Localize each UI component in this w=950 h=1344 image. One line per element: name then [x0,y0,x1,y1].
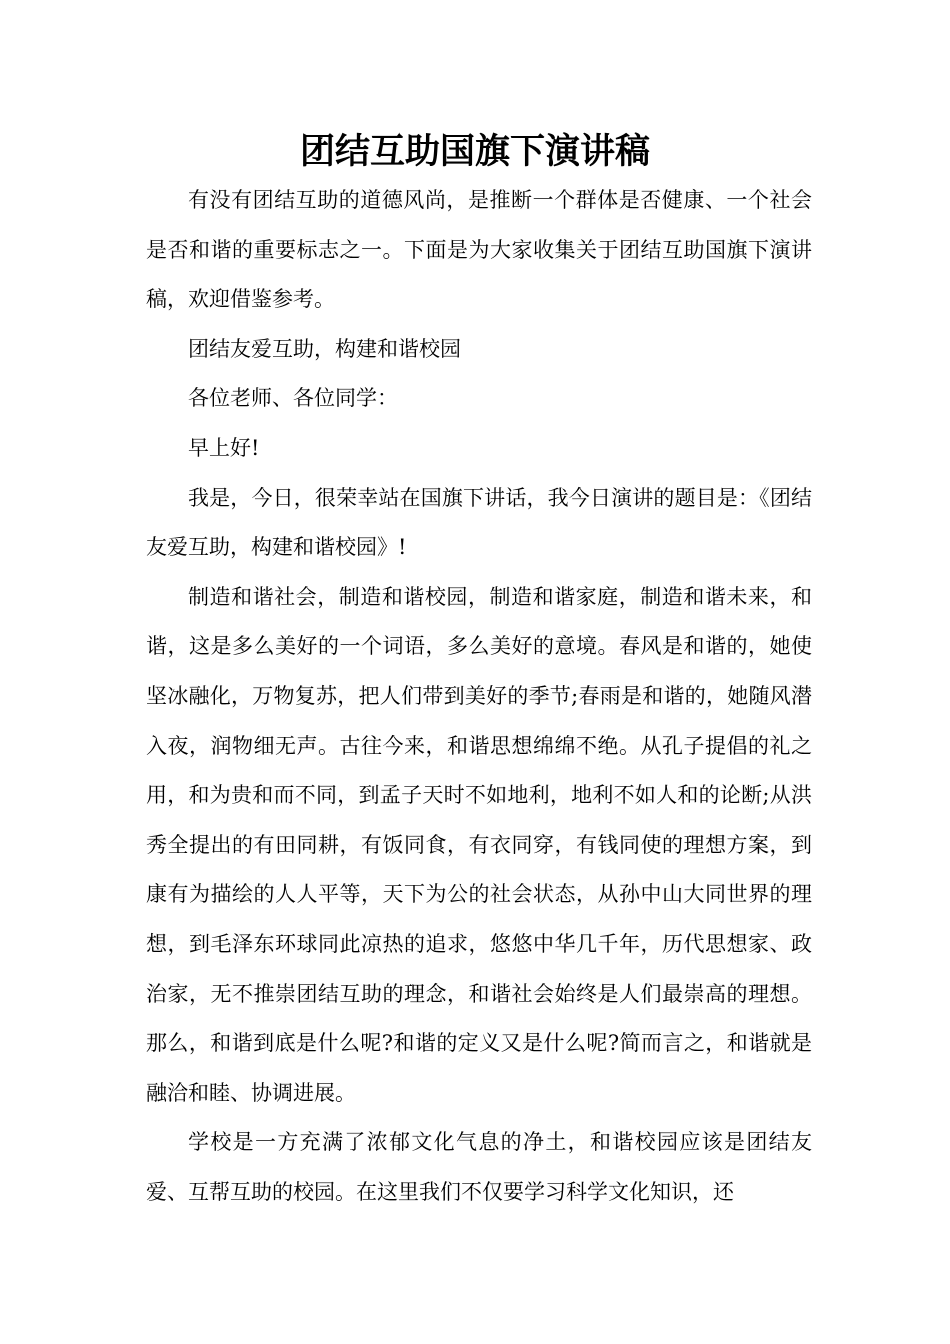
paragraph-school: 学校是一方充满了浓郁文化气息的净土，和谐校园应该是团结友爱、互帮互助的校园。在这里我们不仅要学习科学文化知识，还 [146,1130,812,1204]
paragraph-salutation: 各位老师、各位同学： [188,386,398,411]
paragraph-greeting: 早上好! [188,435,260,460]
paragraph-speech-title: 团结友爱互助，构建和谐校园 [188,336,461,361]
paragraph-opening: 我是，今日，很荣幸站在国旗下讲话，我今日演讲的题目是：《团结友爱互助，构建和谐校园》! [146,485,812,560]
paragraph-intro: 有没有团结互助的道德风尚，是推断一个群体是否健康、一个社会是否和谐的重要标志之一。下面是为大家收集关于团结互助国旗下演讲稿，欢迎借鉴参考。 [146,188,812,312]
document-title: 团结互助国旗下演讲稿 [299,131,650,172]
document-body [146,176,812,1217]
paragraph-harmony: 制造和谐社会，制造和谐校园，制造和谐家庭，制造和谐未来，和谐，这是多么美好的一个词语，多么美好的意境。春风是和谐的，她使坚冰融化，万物复苏，把人们带到美好的季节;春雨是和谐的，她随风潜入夜，润物细无声。古往今来，和谐思想绵绵不绝。从孔子提倡的礼之用，和为贵和而不同，到孟子天时不如地利，地利不如人和的论断;从洪秀全提出的有田同耕，有饭同食，有衣同穿，有钱同使的理想方案，到康有为描绘的人人平等，天下为公的社会状态，从孙中山大同世界的理想，到毛泽东环球同此凉热的追求，悠悠中华几千年，历代思想家、政治家，无不推崇团结互助的理念，和谐社会始终是人们最崇高的理想。那么，和谐到底是什么呢?和谐的定义又是什么呢?简而言之，和谐就是融洽和睦、协调进展。 [146,584,812,1105]
